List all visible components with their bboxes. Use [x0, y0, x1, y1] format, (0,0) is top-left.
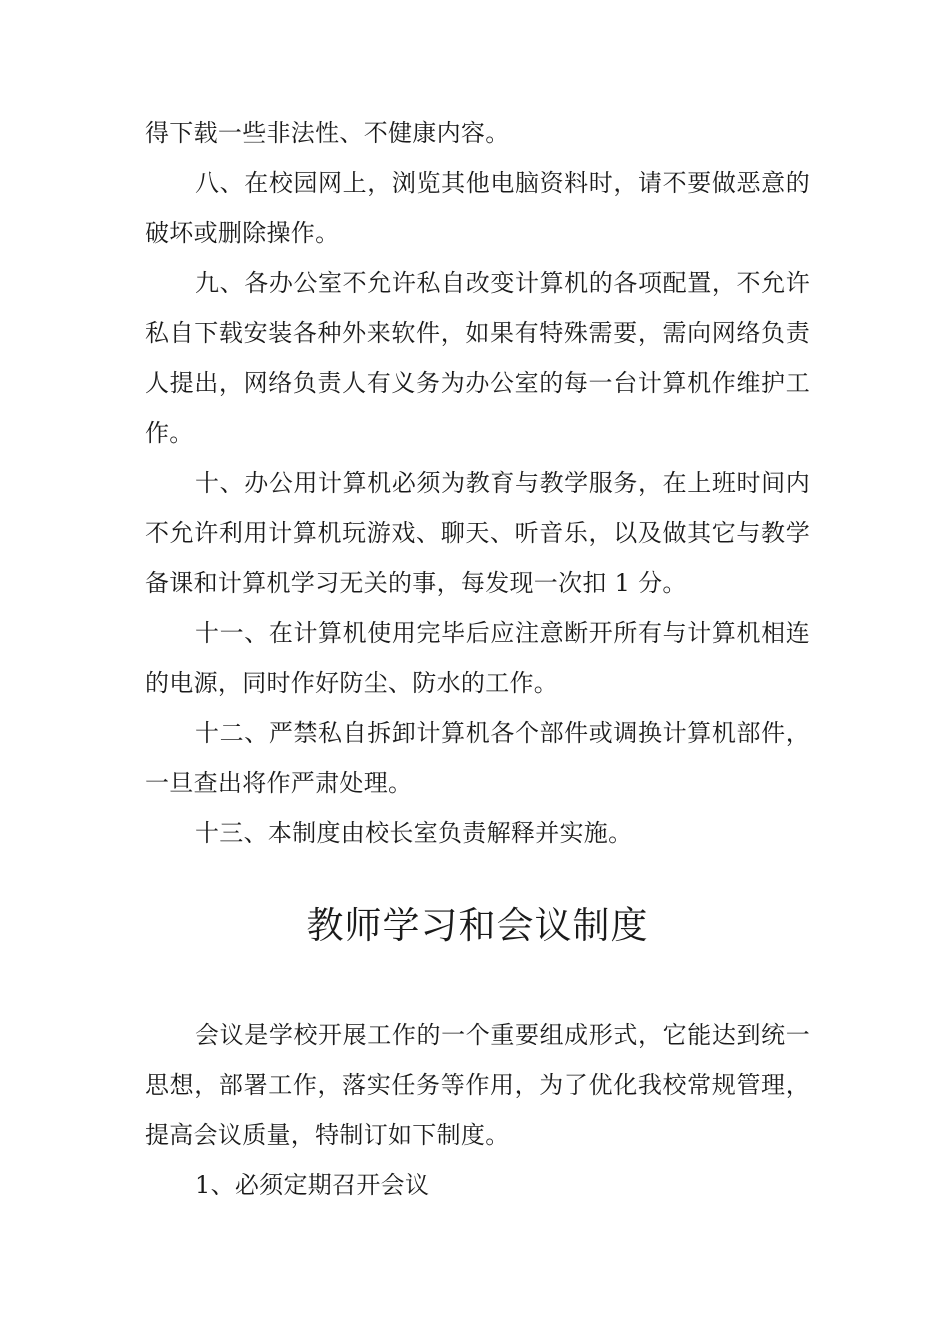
list-item-1: 1、必须定期召开会议 — [195, 1171, 430, 1199]
paragraph-continuation: 得下载一些非法性、不健康内容。 — [145, 119, 510, 147]
paragraph-rule-11: 十一、在计算机使用完毕后应注意断开所有与计算机相连的电源，同时作好防尘、防水的工作。 — [145, 619, 810, 697]
paragraph-rule-13: 十三、本制度由校长室负责解释并实施。 — [195, 819, 633, 847]
title-spacer — [145, 956, 810, 1010]
document-page — [145, 108, 810, 1210]
intro-paragraph: 会议是学校开展工作的一个重要组成形式，它能达到统一思想，部署工作，落实任务等作用，为了优化我校常规管理，提高会议质量，特制订如下制度。 — [145, 1021, 810, 1149]
paragraph-rule-10: 十、办公用计算机必须为教育与教学服务，在上班时间内不允许利用计算机玩游戏、聊天、听音乐，以及做其它与教学备课和计算机学习无关的事，每发现一次扣 1 分。 — [145, 469, 810, 597]
paragraph-rule-12: 十二、严禁私自拆卸计算机各个部件或调换计算机部件，一旦查出将作严肃处理。 — [145, 719, 810, 797]
paragraph-rule-9: 九、各办公室不允许私自改变计算机的各项配置，不允许私自下载安装各种外来软件，如果有特殊需要，需向网络负责人提出，网络负责人有义务为办公室的每一台计算机作维护工作。 — [145, 269, 810, 447]
paragraph-rule-8: 八、在校园网上，浏览其他电脑资料时，请不要做恶意的破坏或删除操作。 — [145, 169, 810, 247]
section-title: 教师学习和会议制度 — [306, 904, 649, 947]
